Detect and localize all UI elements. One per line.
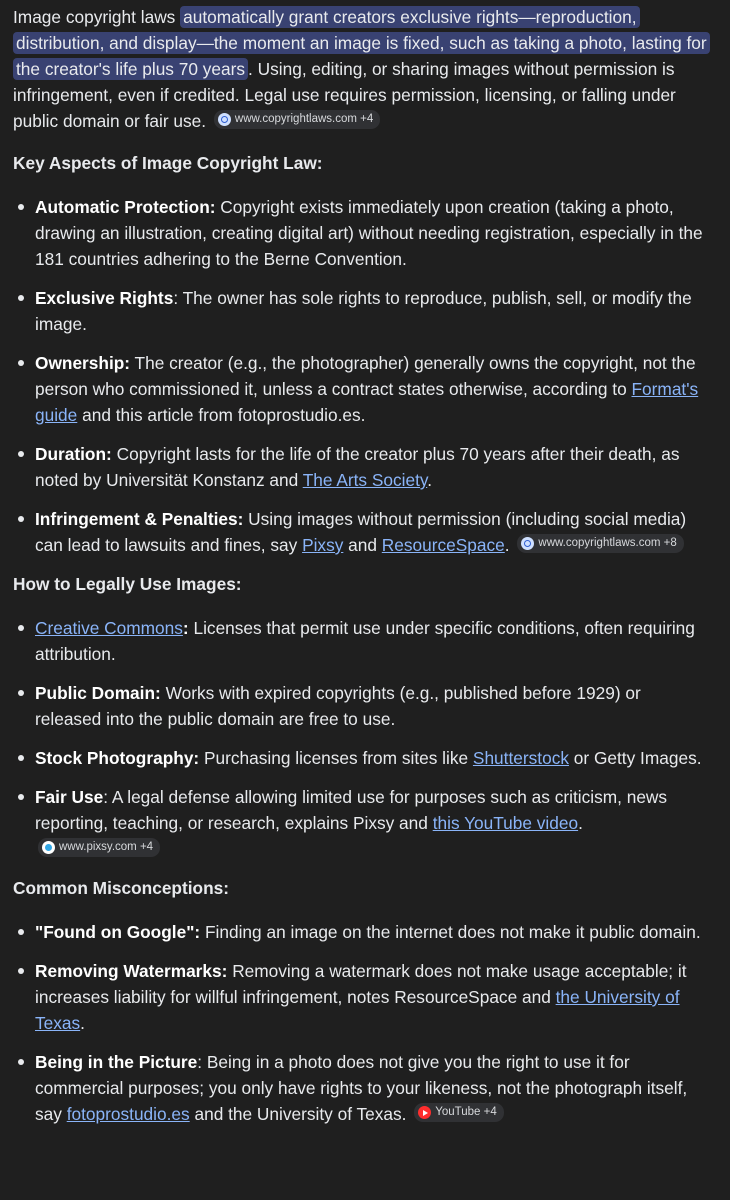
item-title: Automatic Protection: (35, 197, 216, 217)
list-item (13, 615, 710, 667)
source-chip-youtube[interactable] (414, 1103, 504, 1122)
item-title: Exclusive Rights (35, 288, 174, 308)
item-title: "Found on Google": (35, 922, 201, 942)
youtube-video-link[interactable]: this YouTube video (432, 813, 579, 833)
shutterstock-link[interactable]: Shutterstock (472, 748, 569, 768)
item-text: Finding an image on the internet does not make it public domain. (200, 922, 701, 942)
pixsy-icon (42, 841, 55, 854)
item-text: The creator (e.g., the photographer) generally owns the copyright, not the person who commissioned it, unless a contract states otherwise, according to (35, 353, 696, 399)
item-text: Licenses that permit use under specific conditions, often requiring attribution. (35, 618, 695, 664)
item-title: Duration: (35, 444, 112, 464)
item-colon: : (182, 618, 189, 638)
key-aspects-heading: Key Aspects of Image Copyright Law: (13, 153, 323, 173)
item-text: or Getty Images. (568, 748, 702, 768)
item-title: Public Domain: (35, 683, 161, 703)
item-text: Copyright lasts for the life of the creator plus 70 years after their death, as noted by Universität Konstanz and (35, 444, 680, 490)
list-item (13, 1049, 710, 1127)
item-text: Removing a watermark does not make usage acceptable; it increases liability for willful infringement, notes ResourceSpace and (35, 961, 687, 1007)
list-item (13, 784, 710, 862)
source-chip-copyrightlaws[interactable] (214, 110, 380, 129)
list-item (13, 680, 710, 732)
item-text: and this article from fotoprostudio.es. (77, 405, 366, 425)
legal-use-heading: How to Legally Use Images: (13, 574, 242, 594)
source-chip-copyrightlaws[interactable] (517, 534, 683, 553)
misconceptions-list (13, 919, 710, 1127)
copyrightlaws-icon (521, 537, 534, 550)
youtube-icon (418, 1106, 431, 1119)
item-title: Infringement & Penalties: (35, 509, 244, 529)
item-text: . (427, 470, 433, 490)
item-text: . (504, 535, 510, 555)
item-text: and the University of Texas. (189, 1104, 407, 1124)
source-chip-pixsy[interactable] (38, 838, 160, 857)
list-item (13, 919, 710, 945)
fotoprostudio-link[interactable]: fotoprostudio.es (66, 1104, 190, 1124)
intro-pre: Image copyright laws (13, 7, 181, 27)
university-of-texas-link[interactable]: the University of Texas (35, 987, 680, 1033)
item-title: Removing Watermarks: (35, 961, 228, 981)
item-text: Using images without permission (including social media) can lead to lawsuits and fines, say (35, 509, 687, 555)
list-item (13, 506, 710, 558)
intro-highlight[interactable]: automatically grant creators exclusive rights—reproduction, distribution, and display—the moment an image is fixed, such as taking a photo, lasting for the creator's life plus 70 years (13, 6, 710, 80)
source-chip-label: www.copyrightlaws.com +4 (234, 113, 374, 125)
item-text: . (578, 813, 583, 833)
list-item (13, 285, 710, 337)
copyrightlaws-icon (218, 113, 231, 126)
source-chip-label: www.copyrightlaws.com +8 (538, 537, 677, 549)
formats-guide-link[interactable]: Format's guide (35, 379, 699, 425)
item-colon: : (173, 288, 179, 308)
list-item (13, 958, 710, 1036)
source-chip-label: YouTube +4 (435, 1106, 497, 1118)
list-item (13, 194, 710, 272)
list-item (13, 745, 710, 771)
legal-use-list (13, 615, 710, 862)
item-text: and (343, 535, 382, 555)
item-colon: : (103, 787, 109, 807)
item-title: Stock Photography: (35, 748, 200, 768)
pixsy-link[interactable]: Pixsy (302, 535, 344, 555)
item-text: Works with expired copyrights (e.g., published before 1929) or released into the public domain are free to use. (35, 683, 641, 729)
item-title: Being in the Picture (35, 1052, 198, 1072)
intro-post: . Using, editing, or sharing images without permission is infringement, even if credited. Legal use requires permission, licensing, or falling under public domain or fair use. (13, 59, 676, 131)
item-title: Fair Use (35, 787, 104, 807)
item-text: . (80, 1013, 85, 1033)
item-text: Purchasing licenses from sites like (199, 748, 473, 768)
item-text: A legal defense allowing limited use for purposes such as criticism, news reporting, teaching, or research, explains Pixsy and (35, 787, 668, 833)
source-chip-label: www.pixsy.com +4 (59, 841, 154, 853)
item-colon: : (197, 1052, 203, 1072)
arts-society-link[interactable]: The Arts Society (302, 470, 428, 490)
intro-paragraph (13, 4, 710, 134)
item-text: The owner has sole rights to reproduce, publish, sell, or modify the image. (35, 288, 692, 334)
item-text: Being in a photo does not give you the right to use it for commercial purposes; you only have rights to your likeness, not the photograph itself, say (35, 1052, 688, 1124)
resourcespace-link[interactable]: ResourceSpace (381, 535, 505, 555)
list-item (13, 441, 710, 493)
item-title: Ownership: (35, 353, 131, 373)
list-item (13, 350, 710, 428)
key-aspects-list (13, 194, 710, 558)
misconceptions-heading: Common Misconceptions: (13, 878, 230, 898)
creative-commons-link[interactable]: Creative Commons (35, 618, 183, 638)
item-text: Copyright exists immediately upon creation (taking a photo, drawing an illustration, creating digital art) without needing registration, especially in the 181 countries adhering to the Berne Convention. (35, 197, 703, 269)
